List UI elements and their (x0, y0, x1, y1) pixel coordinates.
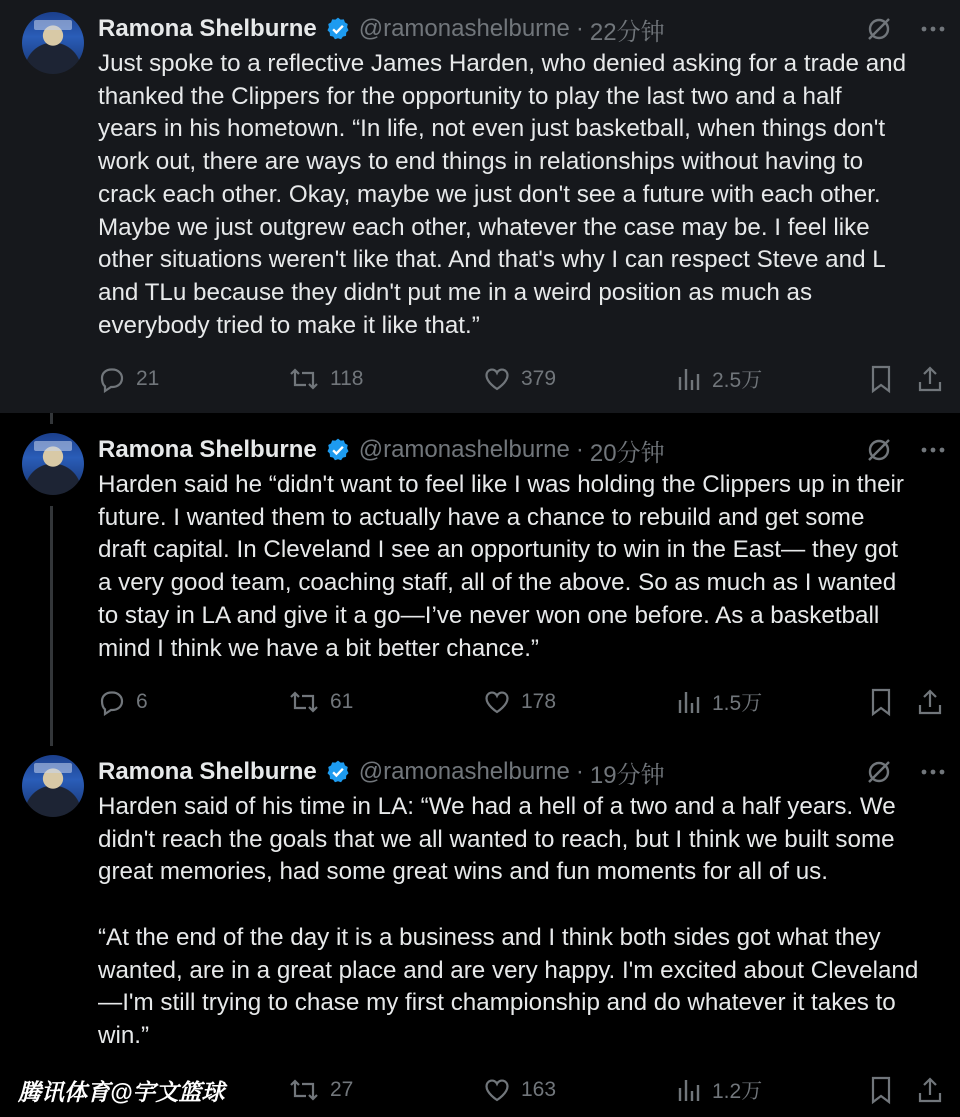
views-icon (676, 688, 702, 716)
views-icon (676, 1076, 702, 1104)
tweet-actions (98, 685, 946, 719)
avatar[interactable] (22, 12, 84, 74)
tweet-header-icons (864, 12, 946, 46)
more-options-icon[interactable] (920, 437, 946, 463)
reply-button[interactable] (98, 685, 148, 719)
tweet-header-icons (864, 755, 946, 789)
share-icon[interactable] (916, 364, 944, 394)
reply-count: 21 (136, 367, 160, 390)
repost-count: 27 (330, 1078, 354, 1101)
share-icon[interactable] (916, 1075, 944, 1105)
grok-icon[interactable] (864, 14, 894, 44)
timestamp[interactable]: 22分钟 (589, 18, 665, 46)
verified-badge-icon (325, 437, 351, 463)
heart-icon (483, 1076, 511, 1104)
more-options-icon[interactable] (920, 16, 946, 42)
tweet-text: Harden said of his time in LA: “We had a hell of a two and a half years. We didn't reach the goals that we all wanted to reach, but I think we built some great memories, had some great wins and fun moments for all of us. “At the end of the day it is a business and I think both sides got what they wanted, are in a great place and are very happy. I'm excited about Cleveland —I'm still trying to chase my first championship and do whatever it takes to win.” (98, 793, 919, 1049)
more-options-icon[interactable] (920, 759, 946, 785)
repost-button[interactable] (288, 362, 363, 396)
separator-dot: · (575, 758, 584, 785)
timestamp[interactable]: 20分钟 (589, 439, 665, 467)
views-count: 1.5万 (712, 692, 763, 715)
views-icon (676, 365, 702, 393)
reply-count: 6 (136, 690, 148, 713)
author-handle[interactable]: @ramonashelburne (358, 758, 570, 785)
repost-count: 118 (330, 367, 364, 390)
like-button[interactable] (483, 362, 556, 396)
tweet-header (98, 755, 946, 789)
verified-badge-icon (325, 16, 351, 42)
like-count: 163 (521, 1078, 557, 1101)
views-button[interactable] (676, 685, 762, 719)
repost-icon (288, 1076, 320, 1104)
tweet-header (98, 12, 946, 46)
bookmark-icon[interactable] (868, 687, 894, 717)
views-count: 2.5万 (712, 369, 763, 392)
like-count: 178 (521, 690, 557, 713)
timestamp[interactable]: 19分钟 (589, 761, 665, 789)
heart-icon (483, 688, 511, 716)
repost-icon (288, 365, 320, 393)
bookmark-icon[interactable] (868, 364, 894, 394)
reply-icon (98, 688, 126, 716)
grok-icon[interactable] (864, 757, 894, 787)
views-button[interactable] (676, 362, 762, 396)
avatar[interactable] (22, 755, 84, 817)
tweet-text: Just spoke to a reflective James Harden, who denied asking for a trade and thanked the Clippers for the opportunity to play the last two and a half years in his hometown. “In life, not even just basketball, when things don't work out, there are ways to end things in relationships without having to crack each other. Okay, maybe we just don't see a future with each other. Maybe we just outgrew each other, whatever the case may be. I feel like other situations weren't like that. And that's why I can respect Steve and L and TLu because they didn't put me in a weird position as much as everybody tried to make it like that.” (98, 50, 907, 339)
repost-icon (288, 688, 320, 716)
tweet[interactable] (0, 413, 960, 735)
tweet-text: Harden said he “didn't want to feel like I was holding the Clippers up in their future. I wanted them to actually have a chance to rebuild and get some draft capital. In Cleveland I see an opportunity to win in the East— they got a very good team, coaching staff, all of the above. So as much as I wanted to stay in LA and give it a go—I’ve never won one before. As a basketball mind I think we have a bit better chance.” (98, 471, 904, 662)
views-count: 1.2万 (712, 1080, 763, 1103)
tweet-actions (98, 362, 946, 396)
grok-icon[interactable] (864, 435, 894, 465)
views-button[interactable] (676, 1073, 762, 1107)
tweet-header-icons (864, 433, 946, 467)
author-handle[interactable]: @ramonashelburne (358, 436, 570, 463)
tweet-header (98, 433, 946, 467)
author-name[interactable]: Ramona Shelburne (98, 15, 317, 42)
reply-button[interactable] (98, 362, 159, 396)
repost-button[interactable] (288, 1073, 353, 1107)
separator-dot: · (575, 436, 584, 463)
like-button[interactable] (483, 685, 556, 719)
like-count: 379 (521, 367, 557, 390)
watermark-text: 腾讯体育@宇文篮球 (18, 1079, 225, 1105)
separator-dot: · (575, 15, 584, 42)
repost-button[interactable] (288, 685, 353, 719)
bookmark-icon[interactable] (868, 1075, 894, 1105)
share-icon[interactable] (916, 687, 944, 717)
like-button[interactable] (483, 1073, 556, 1107)
tweet[interactable] (0, 0, 960, 413)
author-name[interactable]: Ramona Shelburne (98, 436, 317, 463)
tweet[interactable] (0, 735, 960, 1117)
heart-icon (483, 365, 511, 393)
reply-icon (98, 365, 126, 393)
author-handle[interactable]: @ramonashelburne (358, 15, 570, 42)
verified-badge-icon (325, 759, 351, 785)
repost-count: 61 (330, 690, 354, 713)
tweet-actions (98, 1073, 946, 1107)
avatar[interactable] (22, 433, 84, 495)
author-name[interactable]: Ramona Shelburne (98, 758, 317, 785)
